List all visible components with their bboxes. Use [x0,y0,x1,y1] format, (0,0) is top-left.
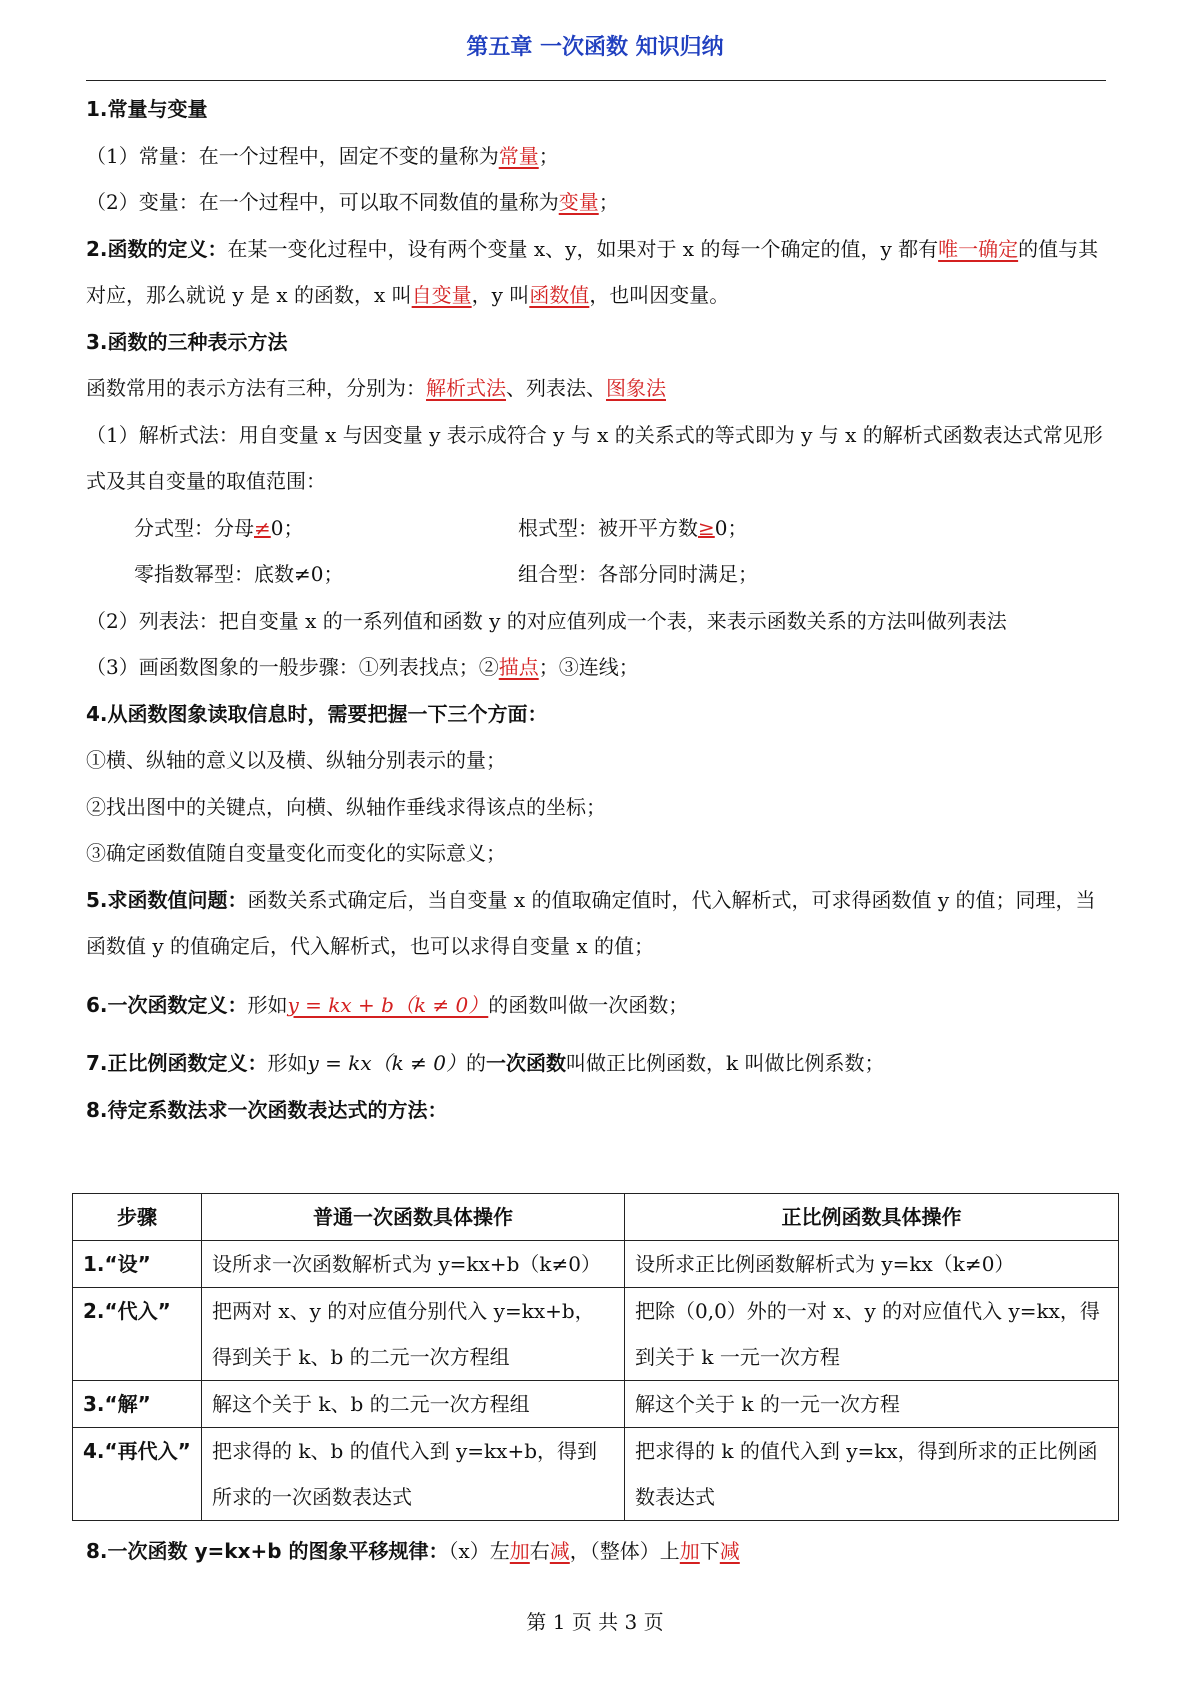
section-4-heading: 4.从函数图象读取信息时，需要把握一下三个方面： [86,701,548,726]
graph-steps: （3）画函数图象的一般步骤：①列表找点；②描点；③连线； [86,655,639,679]
table-header: 正比例函数具体操作 [625,1194,1119,1241]
table-cell: 把除（0,0）外的一对 x、y 的对应值代入 y=kx，得到关于 k 一元一次方程 [625,1288,1119,1381]
list-item: ②找出图中的关键点，向横、纵轴作垂线求得该点的坐标； [86,794,606,819]
title-divider [86,80,1106,81]
method-table [72,1193,1119,1521]
document-body [86,86,1106,1133]
table-cell: 把两对 x、y 的对应值分别代入 y=kx+b，得到关于 k、b 的二元一次方程组 [202,1288,625,1381]
list-item: ①横、纵轴的意义以及横、纵轴分别表示的量； [86,748,506,772]
table-row [73,1241,1119,1288]
table-header-row [73,1194,1119,1241]
table-method: （2）列表法：把自变量 x 的一系列值和函数 y 的对应值列成一个表，来表示函数关系的方法叫做列表法 [86,608,1007,633]
section-3-heading: 3.函数的三种表示方法 [86,329,288,354]
table-row [73,1381,1119,1428]
page-title: 第五章 一次函数 知识归纳 [466,35,724,60]
analytic-method: （1）解析式法：用自变量 x 与因变量 y 表示成符合 y 与 x 的关系式的等式即为 y 与 x 的解析式函数表达式常见形式及其自变量的取值范围： [86,422,1103,493]
page-number: 第 1 页 共 3 页 [526,1610,664,1634]
step-cell: 2.“代入” [73,1288,202,1381]
table-header: 步骤 [73,1194,202,1241]
function-value-problem: 5.求函数值问题：函数关系式确定后，当自变量 x 的值取确定值时，代入解析式，可求得函数值 y 的值；同理，当函数值 y 的值确定后，代入解析式，也可以求得自变量 x 的值； [86,887,1096,958]
table-cell: 解这个关于 k、b 的二元一次方程组 [202,1381,625,1428]
function-definition: 2.函数的定义：在某一变化过程中，设有两个变量 x、y，如果对于 x 的每一个确定的值，y 都有唯一确定的值与其对应，那么就说 y 是 x 的函数，x 叫自变量，y 叫函数值，也叫因变量。 [86,236,1099,307]
domain-row-1: 分式型：分母≠0； 根式型：被开平方数≥0； [134,515,748,540]
representation-intro: 函数常用的表示方法有三种，分别为：解析式法、列表法、图象法 [86,376,666,400]
step-cell: 3.“解” [73,1381,202,1428]
table-cell: 设所求正比例函数解析式为 y=kx（k≠0） [625,1241,1119,1288]
table-row [73,1288,1119,1381]
translation-rule: 8.一次函数 y=kx+b 的图象平移规律：（x）左加右减，（整体）上加下减 [86,1539,740,1563]
proportional-function-definition: 7.正比例函数定义：形如y = kx（k ≠ 0）的一次函数叫做正比例函数，k 叫做比例系数； [86,1051,885,1075]
table-cell: 把求得的 k 的值代入到 y=kx，得到所求的正比例函数表达式 [625,1428,1119,1521]
table-cell: 解这个关于 k 的一元一次方程 [625,1381,1119,1428]
linear-function-definition: 6.一次函数定义：形如y = kx + b（k ≠ 0）的函数叫做一次函数； [86,992,689,1017]
list-item: ③确定函数值随自变量变化而变化的实际意义； [86,841,506,865]
table-cell: 设所求一次函数解析式为 y=kx+b（k≠0） [202,1241,625,1288]
constant-definition: （1）常量：在一个过程中，固定不变的量称为常量； [86,143,559,168]
section-8-heading: 8.待定系数法求一次函数表达式的方法： [86,1097,448,1122]
step-cell: 1.“设” [73,1241,202,1288]
variable-definition: （2）变量：在一个过程中，可以取不同数值的量称为变量； [86,190,619,214]
table-cell: 把求得的 k、b 的值代入到 y=kx+b，得到所求的一次函数表达式 [202,1428,625,1521]
step-cell: 4.“再代入” [73,1428,202,1521]
table-row [73,1428,1119,1521]
table-header: 普通一次函数具体操作 [202,1194,625,1241]
section-1-heading: 1.常量与变量 [86,97,208,121]
domain-row-2: 零指数幂型：底数≠0； 组合型：各部分同时满足； [134,562,758,586]
